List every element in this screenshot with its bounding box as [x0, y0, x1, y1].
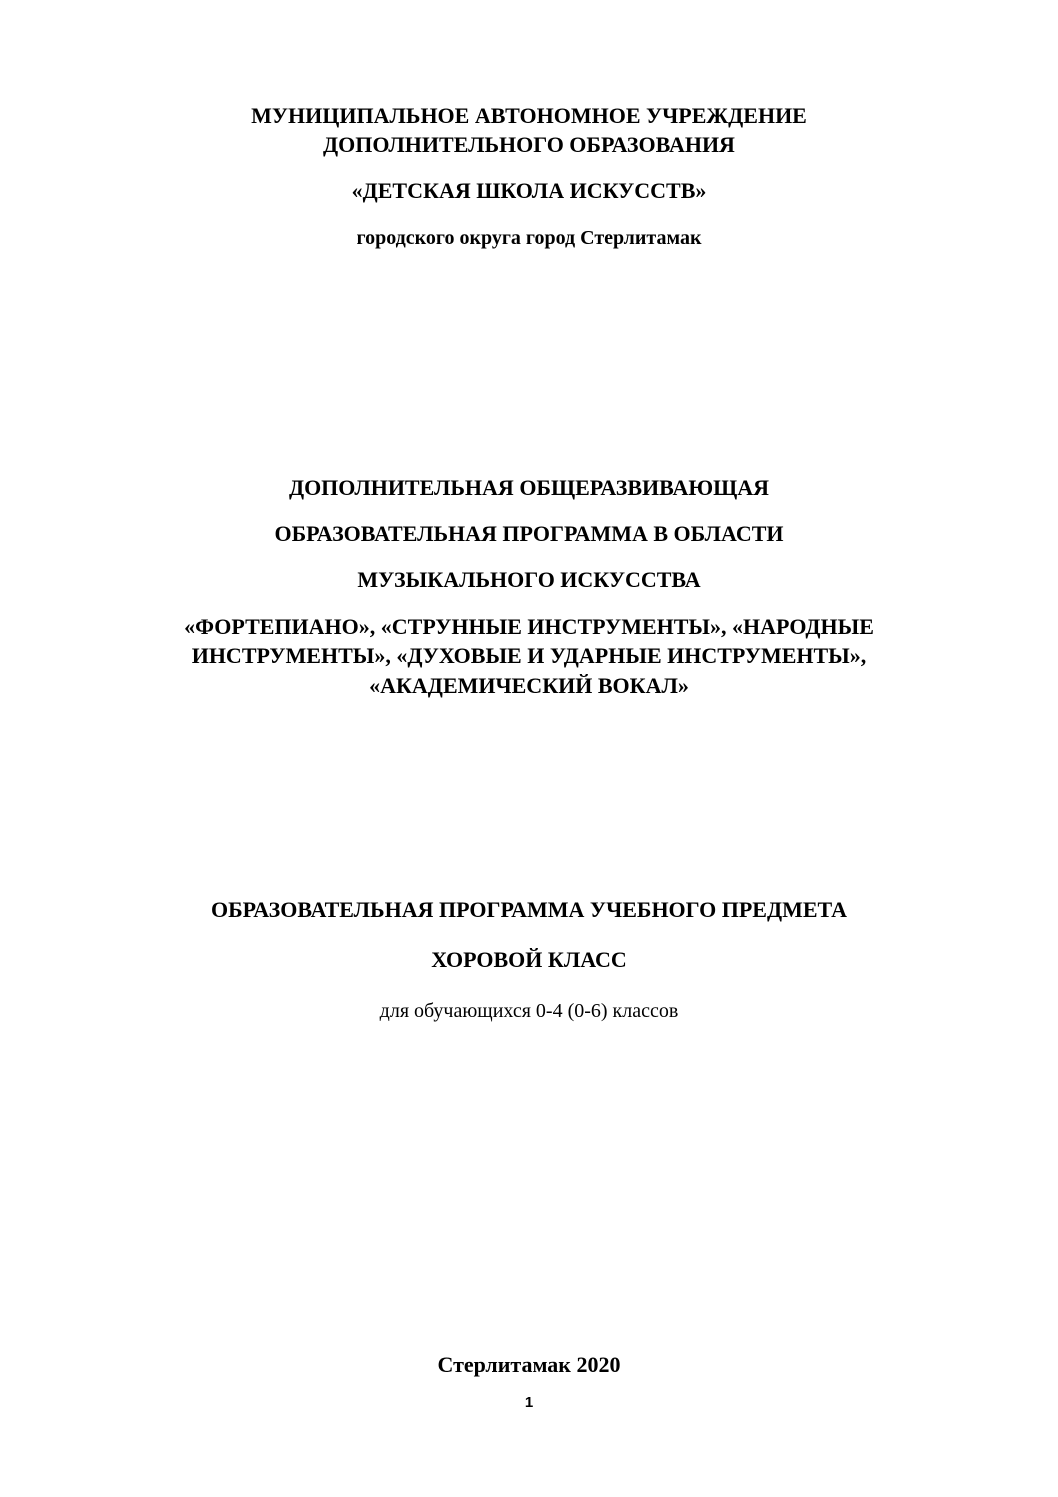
school-name: «ДЕТСКАЯ ШКОЛА ИСКУССТВ»	[351, 178, 707, 203]
school-location: городского округа город Стерлитамак	[356, 227, 702, 249]
institution-line-1: МУНИЦИПАЛЬНОЕ АВТОНОМНОЕ УЧРЕЖДЕНИЕ	[251, 103, 807, 128]
program-title-line-1: ДОПОЛНИТЕЛЬНАЯ ОБЩЕРАЗВИВАЮЩАЯ	[288, 475, 770, 500]
page-number: 1	[524, 1394, 534, 1411]
city-year: Стерлитамак 2020	[437, 1352, 621, 1377]
specialties-line-3: «АКАДЕМИЧЕСКИЙ ВОКАЛ»	[369, 673, 689, 698]
subject-audience: для обучающихся 0-4 (0-6) классов	[379, 1000, 679, 1022]
specialties-line-1: «ФОРТЕПИАНО», «СТРУННЫЕ ИНСТРУМЕНТЫ», «НАРОДНЫЕ	[184, 614, 874, 639]
institution-line-2: ДОПОЛНИТЕЛЬНОГО ОБРАЗОВАНИЯ	[323, 132, 735, 157]
program-title-line-2: ОБРАЗОВАТЕЛЬНАЯ ПРОГРАММА В ОБЛАСТИ	[274, 521, 784, 546]
subject-heading: ОБРАЗОВАТЕЛЬНАЯ ПРОГРАММА УЧЕБНОГО ПРЕДМЕТА	[211, 897, 847, 922]
subject-title: ХОРОВОЙ КЛАСС	[431, 947, 627, 972]
program-title-line-3: МУЗЫКАЛЬНОГО ИСКУССТВА	[357, 567, 701, 592]
specialties-line-2: ИНСТРУМЕНТЫ», «ДУХОВЫЕ И УДАРНЫЕ ИНСТРУМЕНТЫ»,	[191, 643, 867, 668]
